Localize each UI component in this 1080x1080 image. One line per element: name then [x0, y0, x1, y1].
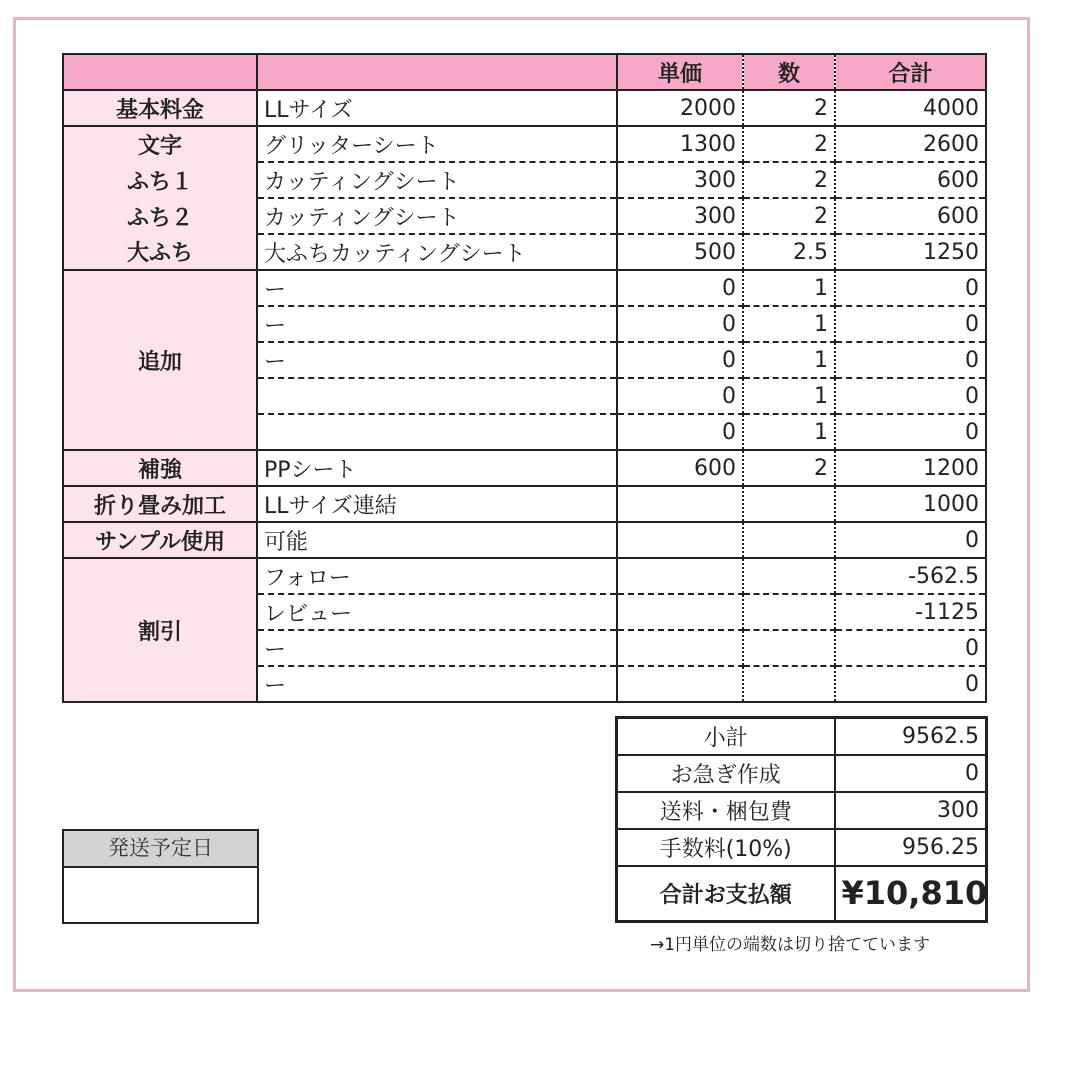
- item-cell: [257, 378, 617, 414]
- price-cell: [617, 522, 743, 558]
- total-cell: 600: [835, 198, 986, 234]
- qty-cell: [743, 594, 835, 630]
- item-cell: ー: [257, 342, 617, 378]
- item-cell: フォロー: [257, 558, 617, 594]
- price-cell: [617, 630, 743, 666]
- shipping-date-box: [62, 829, 259, 924]
- price-cell: [617, 558, 743, 594]
- qty-cell: 1: [743, 306, 835, 342]
- price-cell: 300: [617, 162, 743, 198]
- table-row: [63, 234, 986, 270]
- item-cell: [257, 414, 617, 450]
- item-cell: ー: [257, 306, 617, 342]
- table-row: [63, 198, 986, 234]
- summary-value: 956.25: [835, 829, 987, 866]
- item-cell: ー: [257, 630, 617, 666]
- grand-total-value: ¥10,810: [835, 866, 987, 922]
- total-cell: 0: [835, 414, 986, 450]
- total-cell: 0: [835, 630, 986, 666]
- price-cell: [617, 594, 743, 630]
- total-cell: 2600: [835, 126, 986, 162]
- header-total: 合計: [835, 54, 986, 90]
- item-cell: LLサイズ連結: [257, 486, 617, 522]
- category-cell: サンプル使用: [63, 522, 257, 558]
- summary-label: お急ぎ作成: [617, 755, 835, 792]
- qty-cell: 1: [743, 378, 835, 414]
- item-cell: ー: [257, 666, 617, 702]
- total-cell: 0: [835, 270, 986, 306]
- item-cell: ー: [257, 270, 617, 306]
- summary-table: [615, 716, 988, 923]
- table-row: [63, 450, 986, 486]
- total-cell: 1200: [835, 450, 986, 486]
- total-cell: 0: [835, 378, 986, 414]
- category-cell: 割引: [63, 558, 257, 702]
- item-cell: 可能: [257, 522, 617, 558]
- table-row: [63, 270, 986, 306]
- table-row: [63, 126, 986, 162]
- category-cell: 大ふち: [63, 234, 257, 270]
- summary-row-grand-total: [617, 866, 987, 922]
- qty-cell: 2: [743, 90, 835, 126]
- summary-row-shipping: [617, 792, 987, 829]
- qty-cell: [743, 522, 835, 558]
- price-cell: 0: [617, 414, 743, 450]
- qty-cell: 1: [743, 270, 835, 306]
- total-cell: 600: [835, 162, 986, 198]
- summary-label: 手数料(10%): [617, 829, 835, 866]
- qty-cell: [743, 630, 835, 666]
- header-price: 単価: [617, 54, 743, 90]
- total-cell: 0: [835, 306, 986, 342]
- grand-total-label: 合計お支払額: [617, 866, 835, 922]
- table-row: [63, 522, 986, 558]
- price-cell: 0: [617, 306, 743, 342]
- category-cell: 補強: [63, 450, 257, 486]
- summary-label: 小計: [617, 718, 835, 755]
- summary-value: 300: [835, 792, 987, 829]
- category-cell: 追加: [63, 270, 257, 450]
- price-cell: 600: [617, 450, 743, 486]
- price-cell: 500: [617, 234, 743, 270]
- price-cell: [617, 486, 743, 522]
- item-cell: カッティングシート: [257, 198, 617, 234]
- total-cell: 0: [835, 666, 986, 702]
- qty-cell: 1: [743, 414, 835, 450]
- category-cell: 折り畳み加工: [63, 486, 257, 522]
- qty-cell: 2: [743, 126, 835, 162]
- quote-table: [62, 53, 987, 703]
- qty-cell: 1: [743, 342, 835, 378]
- item-cell: PPシート: [257, 450, 617, 486]
- qty-cell: [743, 666, 835, 702]
- price-cell: 0: [617, 342, 743, 378]
- price-cell: 1300: [617, 126, 743, 162]
- price-cell: 0: [617, 270, 743, 306]
- qty-cell: [743, 486, 835, 522]
- category-cell: 基本料金: [63, 90, 257, 126]
- price-cell: 0: [617, 378, 743, 414]
- total-cell: -562.5: [835, 558, 986, 594]
- table-row: [63, 162, 986, 198]
- item-cell: グリッターシート: [257, 126, 617, 162]
- item-cell: レビュー: [257, 594, 617, 630]
- header-item: [257, 54, 617, 90]
- summary-row-fee: [617, 829, 987, 866]
- header-category: [63, 54, 257, 90]
- category-cell: ふち１: [63, 162, 257, 198]
- shipping-date-label: 発送予定日: [64, 831, 257, 868]
- price-cell: 2000: [617, 90, 743, 126]
- table-row: [63, 486, 986, 522]
- summary-label: 送料・梱包費: [617, 792, 835, 829]
- category-cell: 文字: [63, 126, 257, 162]
- price-cell: [617, 666, 743, 702]
- qty-cell: [743, 558, 835, 594]
- table-row: [63, 558, 986, 594]
- qty-cell: 2.5: [743, 234, 835, 270]
- total-cell: -1125: [835, 594, 986, 630]
- item-cell: 大ふちカッティングシート: [257, 234, 617, 270]
- total-cell: 0: [835, 342, 986, 378]
- item-cell: カッティングシート: [257, 162, 617, 198]
- summary-value: 9562.5: [835, 718, 987, 755]
- price-cell: 300: [617, 198, 743, 234]
- table-row: [63, 90, 986, 126]
- qty-cell: 2: [743, 450, 835, 486]
- total-cell: 1250: [835, 234, 986, 270]
- total-cell: 1000: [835, 486, 986, 522]
- rounding-note: →1円単位の端数は切り捨てています: [650, 935, 931, 955]
- category-cell: ふち２: [63, 198, 257, 234]
- item-cell: LLサイズ: [257, 90, 617, 126]
- header-qty: 数: [743, 54, 835, 90]
- summary-row-rush: [617, 755, 987, 792]
- header-row: [63, 54, 986, 90]
- qty-cell: 2: [743, 162, 835, 198]
- total-cell: 0: [835, 522, 986, 558]
- summary-value: 0: [835, 755, 987, 792]
- qty-cell: 2: [743, 198, 835, 234]
- total-cell: 4000: [835, 90, 986, 126]
- summary-row-subtotal: [617, 718, 987, 755]
